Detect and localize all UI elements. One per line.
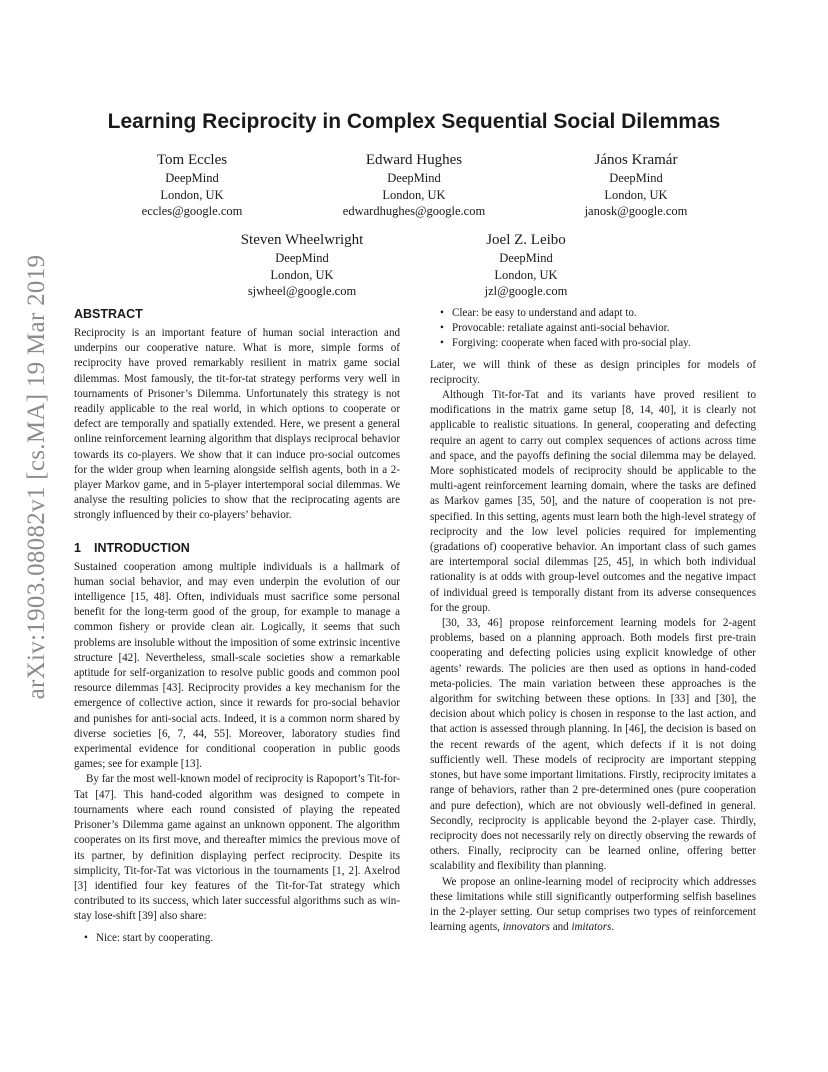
design-principles-list: [74, 931, 400, 946]
section-number: 1: [74, 540, 81, 555]
author-location: London, UK: [270, 267, 334, 282]
author-name: Tom Eccles: [156, 152, 228, 168]
body-paragraph: Later, we will think of these as design principles for models of reciprocity.: [430, 358, 756, 386]
section-heading-introduction: [74, 540, 400, 556]
author-block: [324, 150, 504, 220]
design-principles-list: [430, 306, 756, 352]
section-title: INTRODUCTION: [94, 540, 190, 555]
author-name: Edward Hughes: [365, 152, 463, 168]
author-affiliation: DeepMind: [609, 171, 663, 185]
author-affiliation: DeepMind: [165, 171, 219, 185]
body-paragraph: [30, 33, 46] propose reinforcement learning models for 2-agent problems, based on a planning approach. Both models first pre-train cooperating and defecting policies using explicit knowledge of other agents’ rewards. The policies are then used as options in hand-coded meta-policies. The main variation between these approaches is the algorithm for switching between these options. In [33] and [30], the decision about which policy is chosen in response to the last action, and that action is assessed through planning. In [46], the decision is based on the recent rewards of the agent, which defects if it is not doing sufficiently well. These models of reciprocity are important stepping stones, but have some important limitations. Firstly, reciprocity imitates a range of behaviors, rather than 2 pre-determined ones (pure cooperation and pure defection), which are not obviously well-defined in general. Secondly, reciprocity is applicable beyond the 2-player case. Thirdly, reciprocity does not necessarily rely on directly observing the rewards of others. Finally, reciprocity can be learned online, offering better scalability and flexibility than planning.: [430, 617, 756, 873]
right-column: [430, 306, 756, 935]
emphasis-innovators: innovators: [502, 921, 550, 934]
abstract-heading: ABSTRACT: [74, 307, 143, 321]
author-email: janosk@google.com: [584, 204, 688, 218]
list-item: • Nice: start by cooperating.: [74, 931, 400, 946]
author-location: London, UK: [604, 187, 668, 202]
list-item: • Clear: be easy to understand and adapt to.: [430, 306, 756, 321]
list-item: • Forgiving: cooperate when faced with pro-social play.: [430, 336, 756, 351]
author-location: London, UK: [494, 267, 558, 282]
body-paragraph: [430, 875, 756, 936]
body-text: We propose an online-learning model of reciprocity which addresses these limitations while still significantly outperforming selfish baselines in the 2-player setting. Our setup comprises two types of reinforcement learning agents,: [430, 875, 756, 934]
author-block: [212, 230, 392, 300]
author-email: edwardhughes@google.com: [342, 204, 486, 218]
author-email: jzl@google.com: [484, 284, 568, 298]
author-email: sjwheel@google.com: [247, 284, 357, 298]
author-block: [102, 150, 282, 220]
intro-paragraph: Sustained cooperation among multiple individuals is a hallmark of human social behavior, and may even underpin the evolution of our intelligence [15, 48]. Often, individuals must sacrifice some personal benefit for the long-term good of the group, for example to manage a common fishery or provide clean air. Logically, it seems that such problems are insoluble without the imposition of some extrinsic incentive structure [42]. Nevertheless, small-scale societies show a remarkable aptitude for self-organization to resolve public goods and common pool resource dilemmas [43]. Reciprocity provides a key mechanism for the emergence of collective action, since it rewards for pro-social behavior and punishes for anti-social acts. Indeed, it is a common norm shared by diverse societies [6, 7, 44, 55]. Moreover, laboratory studies find experimental evidence for conditional cooperation in public goods games; see for example [13].: [74, 560, 400, 771]
author-affiliation: DeepMind: [499, 251, 553, 265]
author-affiliation: DeepMind: [387, 171, 441, 185]
author-name: János Kramár: [594, 152, 678, 168]
body-text: and: [549, 921, 572, 934]
body-paragraph: Although Tit-for-Tat and its variants have proved resilient to modifications in the matrix game setup [8, 14, 40], it is clearly not applicable to realistic situations. In general, cooperating and defecting require an agent to carry out complex sequences of actions across time and space, and the payoffs defining the social dilemma may be delayed. More sophisticated models of reciprocity should be applicable to the multi-agent reinforcement learning domain, where the tasks are defined as Markov games [35, 50], and the nature of cooperation is not pre-specified. In this setting, agents must learn both the high-level strategy of reciprocity and the low level policies required for implementing (gradations of) cooperative behavior. An important class of such games are intertemporal social dilemmas [25, 45], in which both individual rationality is at odds with group-level outcomes and the negative impact of individual greed is temporally distant from its adverse consequences for the group.: [430, 389, 756, 614]
author-name: Steven Wheelwright: [240, 232, 364, 248]
arxiv-identifier: [22, 254, 52, 700]
author-location: London, UK: [382, 187, 446, 202]
author-email: eccles@google.com: [141, 204, 243, 218]
author-name: Joel Z. Leibo: [486, 232, 566, 248]
paper-title: Learning Reciprocity in Complex Sequential Social Dilemmas: [107, 110, 721, 133]
intro-paragraph: By far the most well-known model of reciprocity is Rapoport’s Tit-for-Tat [47]. This hand-coded algorithm was designed to compete in tournaments where each round consisted of playing the repeated Prisoner’s Dilemma game against an unknown opponent. The algorithm cooperates on its first move, and thereafter mimics the previous move of its partner, by definition displaying perfect reciprocity. Despite its simplicity, Tit-for-Tat was victorious in the tournaments [1, 2]. Axelrod [3] identified four key features of the Tit-for-Tat strategy which contributed to its success, which later successful algorithms such as win-stay lose-shift [39] also share:: [74, 773, 400, 923]
author-affiliation: DeepMind: [275, 251, 329, 265]
author-block: [436, 230, 616, 300]
body-text: .: [611, 921, 615, 934]
author-location: London, UK: [160, 187, 224, 202]
author-block: [546, 150, 726, 220]
emphasis-imitators: imitators: [571, 921, 612, 934]
arxiv-identifier-text: arXiv:1903.08082v1 [cs.MA] 19 Mar 2019: [23, 254, 50, 700]
abstract-text: Reciprocity is an important feature of human social interaction and underpins our cooperative nature. What is more, simple forms of reciprocity have proved remarkably resilient in matrix game social dilemmas. Most famously, the tit-for-tat strategy performs very well in tournaments of Prisoner’s Dilemma. Unfortunately this strategy is not readily applicable to the real world, in which options to cooperate or defect are temporally and spatially extended. Here, we present a general online reinforcement learning algorithm that displays reciprocal behavior towards its co-players. We show that it can induce pro-social outcomes for the wider group when learning alongside selfish agents, both in a 2-player Markov game, and in 5-player intertemporal social dilemmas. We analyse the resulting policies to show that the reciprocating agents are strongly influenced by their co-players’ behavior.: [74, 327, 400, 522]
list-item: • Provocable: retaliate against anti-social behavior.: [430, 321, 756, 336]
left-column: [74, 306, 400, 946]
